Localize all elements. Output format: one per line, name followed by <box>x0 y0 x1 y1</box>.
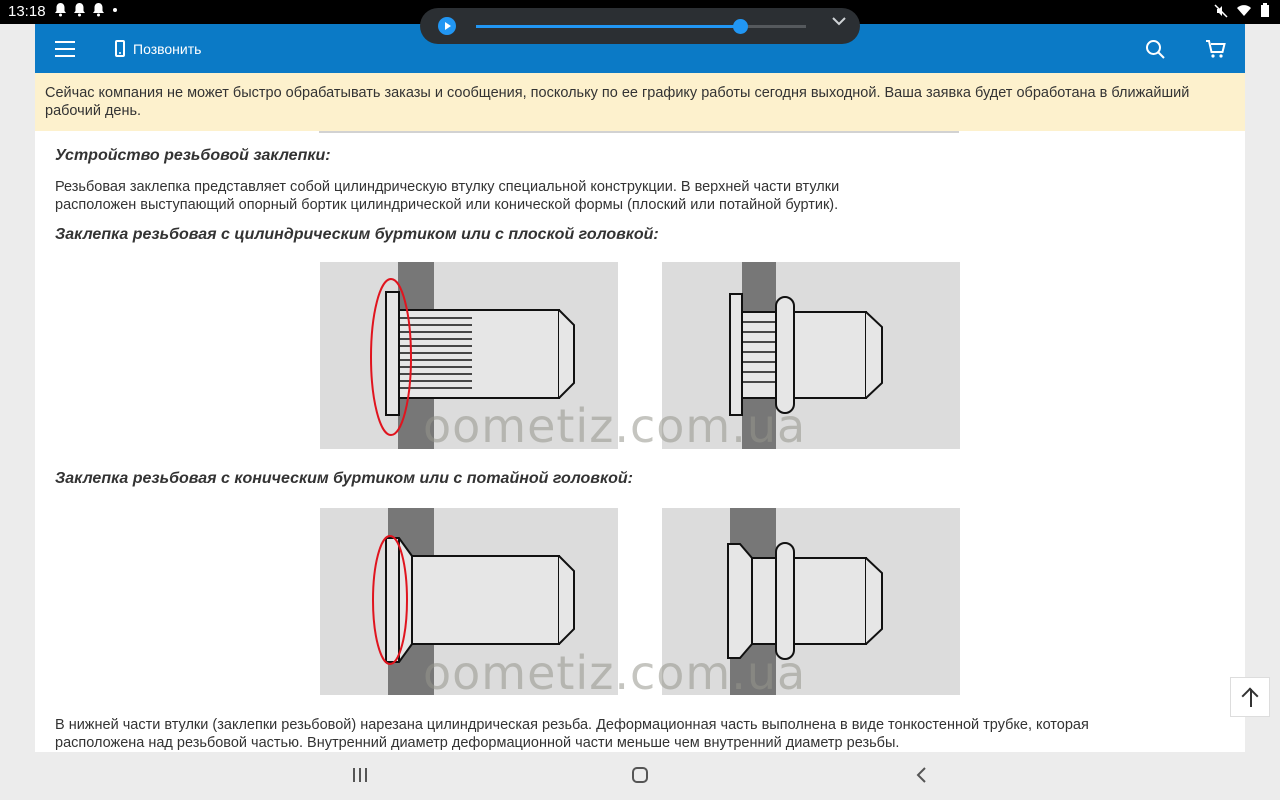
chevron-down-icon[interactable] <box>832 16 846 26</box>
search-icon[interactable] <box>1145 39 1165 59</box>
para-bottom-line-1: В нижней части втулки (заклепки резьбовой) нарезана цилиндрическая резьба. Деформационная часть выполнена в виде тонкостенной трубке, которая <box>55 717 1089 733</box>
bell-icon <box>54 2 67 17</box>
watermark: oometiz.com.ua <box>423 646 807 700</box>
call-label: Позвонить <box>133 40 202 57</box>
para-device-line-2: расположен выступающий опорный бортик цилиндрической или конической формы (плоский или потайной буртик). <box>55 197 839 213</box>
heading-cylindrical: Заклепка резьбовая с цилиндрическим буртиком или с плоской головкой: <box>55 226 659 243</box>
menu-icon[interactable] <box>55 41 75 57</box>
media-player <box>420 8 860 44</box>
heading-device: Устройство резьбовой заклепки: <box>55 147 331 164</box>
battery-icon <box>1260 3 1270 18</box>
scroll-to-top-button[interactable] <box>1230 677 1270 717</box>
home-icon[interactable] <box>630 765 650 785</box>
heading-conical: Заклепка резьбовая с коническим буртиком или с потайной головкой: <box>55 470 633 487</box>
media-progress-fill <box>476 25 740 28</box>
watermark: oometiz.com.ua <box>423 399 807 453</box>
bell-icon <box>73 2 86 17</box>
clock: 13:18 <box>8 3 46 20</box>
dot-icon <box>111 6 119 14</box>
phone-icon <box>115 40 125 57</box>
back-icon[interactable] <box>912 765 932 785</box>
notice-banner <box>35 73 1245 131</box>
browser-page <box>35 24 1245 752</box>
cart-icon[interactable] <box>1205 39 1227 59</box>
system-icons <box>1214 3 1270 18</box>
recent-apps-icon[interactable] <box>350 765 370 785</box>
notice-text: Сейчас компания не может быстро обрабатывать заказы и сообщения, поскольку по ее графику работы сегодня выходной. Ваша заявка будет обработана в ближайший рабочий день. <box>45 85 1190 119</box>
divider <box>319 131 959 133</box>
system-nav-bar <box>0 752 1280 800</box>
call-button[interactable] <box>115 40 201 57</box>
media-progress-track[interactable] <box>476 25 806 28</box>
bell-icon <box>92 2 105 17</box>
media-progress-knob[interactable] <box>733 19 748 34</box>
notification-icons <box>54 2 119 17</box>
play-icon[interactable] <box>438 17 456 35</box>
para-device-line-1: Резьбовая заклепка представляет собой цилиндрическую втулку специальной конструкции. В верхней части втулки <box>55 179 840 195</box>
wifi-icon <box>1236 4 1252 17</box>
para-bottom-line-2: расположена над резьбовой частью. Внутренний диаметр деформационной части меньше чем внутренний диаметр резьбы. <box>55 735 900 751</box>
mute-icon <box>1214 4 1228 18</box>
